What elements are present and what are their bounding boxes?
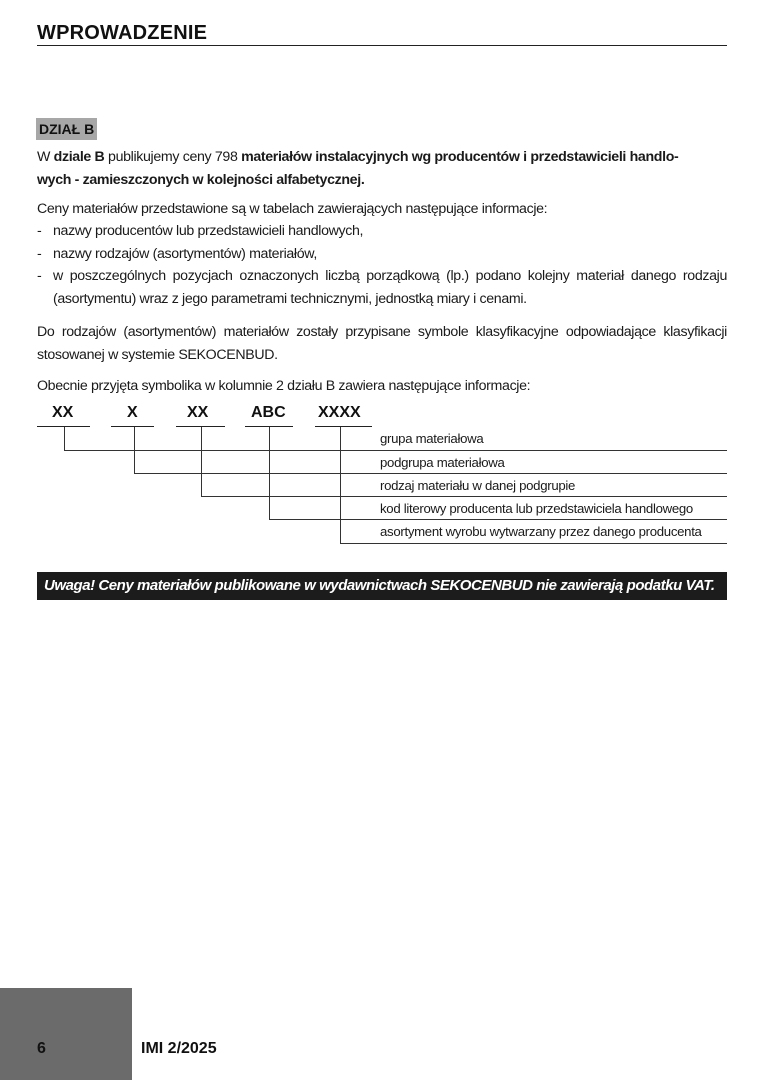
list-item-text: nazwy rodzajów (asortymentów) materiałów, <box>53 245 317 262</box>
intro-text-c: publikujemy ceny 798 <box>104 149 242 165</box>
connector-vertical <box>64 427 65 450</box>
list-item-text: w poszczególnych pozycjach oznaczonych liczbą porządkową (lp.) podano kolejny materiał danego rodzaju (asortymentu) wraz z jego parametrami technicznymi, jednostką miary i cenami. <box>53 268 727 307</box>
connector-horizontal <box>201 496 727 497</box>
code-group-label: XX <box>52 404 74 421</box>
intro-text-b: dziale B <box>53 149 105 165</box>
intro-text-a: W <box>37 149 54 165</box>
footer-page-number: 6 <box>37 1040 46 1057</box>
footer-issue: IMI 2/2025 <box>141 1040 217 1057</box>
classification-paragraph: Do rodzajów (asortymentów) materiałów zostały przypisane symbole klasyfikacyjne odpowiadające klasyfikacji stosowanej w systemie SEKOCENBUD. <box>37 324 727 363</box>
code-description: kod literowy producenta lub przedstawiciela handlowego <box>380 501 693 516</box>
code-underline <box>111 426 154 427</box>
footer-page-box <box>0 988 132 1080</box>
code-producer-label: ABC <box>251 404 286 421</box>
connector-vertical <box>340 427 341 543</box>
connector-horizontal <box>340 543 727 544</box>
vat-notice-banner: Uwaga! Ceny materiałów publikowane w wydawnictwach SEKOCENBUD nie zawierają podatku VAT. <box>37 572 727 600</box>
code-description: podgrupa materiałowa <box>380 455 505 470</box>
code-description: rodzaj materiału w danej podgrupie <box>380 478 576 493</box>
intro-text-d: materiałów instalacyjnych wg producentów i przedstawicieli handlo- <box>241 149 679 165</box>
code-subgroup-label: X <box>127 404 138 421</box>
page-title: WPROWADZENIE <box>37 22 208 44</box>
symbol-lead-paragraph: Obecnie przyjęta symbolika w kolumnie 2 działu B zawiera następujące informacje: <box>37 378 531 394</box>
connector-vertical <box>201 427 202 496</box>
code-description: grupa materiałowa <box>380 431 484 446</box>
intro-text-e: wych - zamieszczonych w kolejności alfabetycznej. <box>37 171 365 188</box>
code-description: asortyment wyrobu wytwarzany przez danego producenta <box>380 524 702 539</box>
code-type-label: XX <box>187 404 209 421</box>
list-dash: - <box>37 268 42 284</box>
connector-horizontal <box>64 450 727 451</box>
connector-horizontal <box>134 473 727 474</box>
list-dash: - <box>37 223 42 239</box>
code-underline <box>315 426 372 427</box>
info-lead-paragraph: Ceny materiałów przedstawione są w tabelach zawierających następujące informacje: <box>37 201 548 217</box>
code-assortment-label: XXXX <box>318 404 361 421</box>
list-dash: - <box>37 245 42 262</box>
connector-horizontal <box>269 519 727 520</box>
list-item-text: nazwy producentów lub przedstawicieli handlowych, <box>53 223 364 239</box>
section-badge: DZIAŁ B <box>36 118 97 140</box>
